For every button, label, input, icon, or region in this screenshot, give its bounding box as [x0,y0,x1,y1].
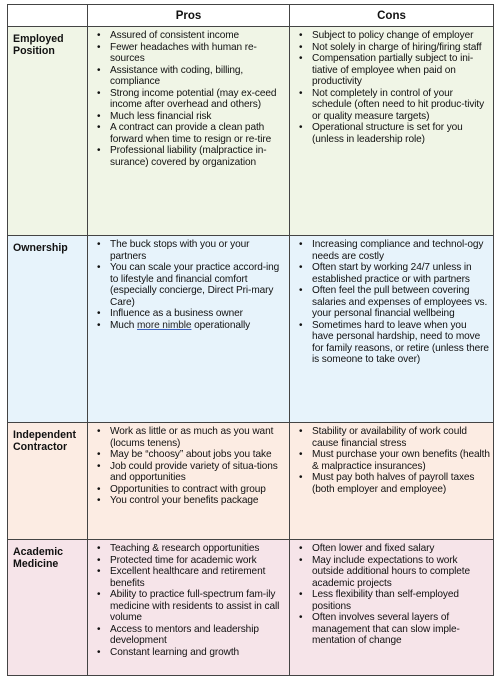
pros-list [88,27,289,171]
cons-cell [290,423,494,540]
row-label: Academic Medicine [8,540,88,676]
list-item: • Often start by working 24/7 unless in established practice or with partners [312,262,490,285]
list-item: • Often involves several layers of management that can slow imple-mentation of change [312,612,490,647]
cons-list [290,423,493,497]
list-item: • Operational structure is set for you (unless in leadership role) [312,122,490,145]
row-label: Ownership [8,236,88,423]
list-item: • Access to mentors and leadership development [110,624,286,647]
header-pros: Pros [88,5,290,27]
pros-cons-table [7,4,494,676]
list-item: • Ability to practice full-spectrum fam-ily medicine with residents to assist in call volume [110,589,286,624]
header-cons: Cons [290,5,494,27]
table-row [8,236,494,423]
list-item: • Often lower and fixed salary [312,543,490,555]
cons-list [290,540,493,649]
cons-list [290,236,493,368]
cons-cell [290,236,494,423]
table-row [8,540,494,676]
pros-list [88,236,289,333]
pros-cell [88,27,290,236]
pros-cell [88,423,290,540]
list-item: • A contract can provide a clean path forward when time to resign or re-tire [110,122,286,145]
list-item [110,320,286,332]
list-item: • Often feel the pull between covering salaries and expenses of employees vs. your personal financial wellbeing [312,285,490,320]
list-item: • Work as little or as much as you want (locums tenens) [110,426,286,449]
cons-cell [290,540,494,676]
pros-list [88,423,289,509]
pros-list [88,540,289,660]
table-row [8,423,494,540]
row-label: Independent Contractor [8,423,88,540]
table-row [8,27,494,236]
list-item: • You can scale your practice accord-ing to lifestyle and financial comfort (especially concierge, Direct Pri-mary Care) [110,262,286,308]
list-item: • The buck stops with you or your partners [110,239,286,262]
list-item: • Protected time for academic work [110,555,286,567]
item-text-after: operationally [191,319,251,331]
comparison-table-container [7,4,493,676]
list-item: • Assistance with coding, billing, compliance [110,65,286,88]
pros-cell [88,236,290,423]
list-item: • You control your benefits package [110,495,286,507]
row-label: Employed Position [8,27,88,236]
list-item: • Teaching & research opportunities [110,543,286,555]
list-item: • Assured of consistent income [110,30,286,42]
list-item: • Sometimes hard to leave when you have personal hardship, need to move for family reasons, or retire (unless there is someone to take over) [312,320,490,366]
list-item: • Job could provide variety of situa-tions and opportunities [110,461,286,484]
header-row [8,5,494,27]
cons-cell [290,27,494,236]
list-item: • Compensation partially subject to ini-tiative of employee when paid on productivity [312,53,490,88]
list-item: • Constant learning and growth [110,647,286,659]
list-item: • Subject to policy change of employer [312,30,490,42]
more-nimble-link[interactable]: more nimble [137,319,192,331]
list-item: • Must purchase your own benefits (health & malpractice insurances) [312,449,490,472]
cons-list [290,27,493,147]
list-item: • Not solely in charge of hiring/firing staff [312,42,490,54]
list-item: • Fewer headaches with human re-sources [110,42,286,65]
list-item: • Less flexibility than self-employed positions [312,589,490,612]
list-item: • Much less financial risk [110,111,286,123]
header-empty-cell [8,5,88,27]
list-item: • Professional liability (malpractice in-surance) covered by organization [110,145,286,168]
list-item: • Influence as a business owner [110,308,286,320]
list-item: • Increasing compliance and technol-ogy needs are costly [312,239,490,262]
list-item: • Opportunities to contract with group [110,484,286,496]
pros-cell [88,540,290,676]
item-text-before: Much [110,319,137,331]
list-item: • Strong income potential (may ex-ceed income after overhead and others) [110,88,286,111]
list-item: • May be “choosy” about jobs you take [110,449,286,461]
list-item: • Not completely in control of your schedule (often need to hit produc-tivity or quality measure targets) [312,88,490,123]
list-item: • May include expectations to work outside additional hours to complete academic projects [312,555,490,590]
list-item: • Excellent healthcare and retirement benefits [110,566,286,589]
list-item: • Must pay both halves of payroll taxes (both employer and employee) [312,472,490,495]
list-item: • Stability or availability of work could cause financial stress [312,426,490,449]
